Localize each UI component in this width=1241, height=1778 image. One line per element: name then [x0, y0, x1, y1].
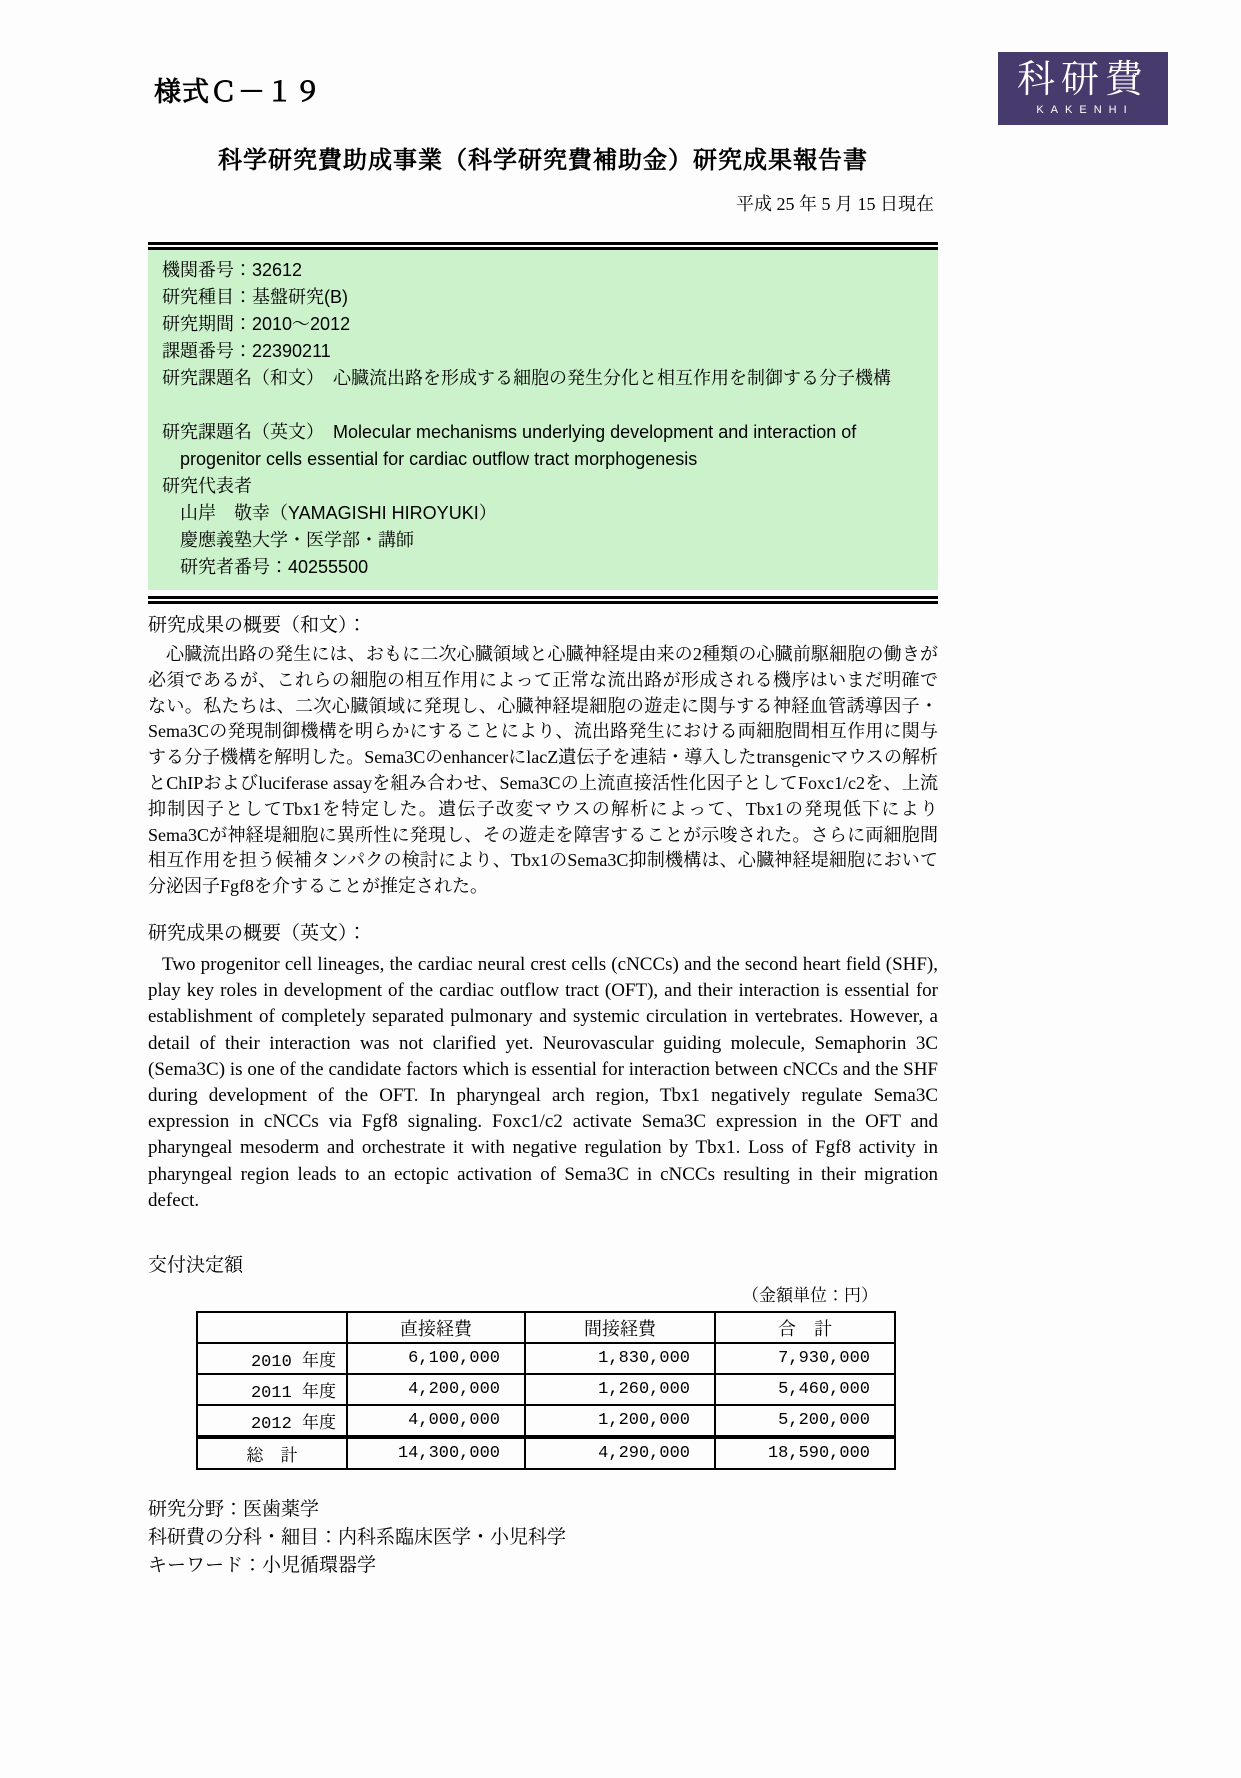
grant-table-row [197, 1343, 895, 1374]
summary-japanese-section [148, 612, 938, 900]
grant-cell-direct: 6,100,000 [347, 1343, 525, 1374]
grant-table [196, 1311, 896, 1470]
document-title: 科学研究費助成事業（科学研究費補助金）研究成果報告書 [218, 147, 868, 174]
info-line [162, 392, 924, 419]
grant-cell-direct: 4,200,000 [347, 1374, 525, 1405]
info-line: 課題番号：22390211 [162, 341, 331, 361]
grant-cell-year: 2011 年度 [197, 1374, 347, 1405]
summary-english-heading: 研究成果の概要（英文）： [148, 923, 367, 944]
grant-section [148, 1252, 938, 1470]
grant-cell-year: 2012 年度 [197, 1405, 347, 1437]
classification-section [148, 1496, 938, 1580]
classification-line: 研究分野：医歯薬学 [148, 1499, 320, 1520]
grant-cell-indirect: 1,830,000 [525, 1343, 715, 1374]
info-line: progenitor cells essential for cardiac outflow tract morphogenesis [162, 449, 698, 469]
summary-japanese-heading: 研究成果の概要（和文）： [148, 615, 367, 636]
grant-cell-total: 18,590,000 [715, 1437, 895, 1469]
grant-cell-total: 5,460,000 [715, 1374, 895, 1405]
info-line: 研究代表者 [162, 476, 252, 496]
date-note: 平成 25 年 5 月 15 日現在 [736, 194, 934, 214]
info-line: 研究者番号：40255500 [162, 557, 369, 577]
grant-cell-indirect: 4,290,000 [525, 1437, 715, 1469]
kakenhi-logo-text: 科研費 [1016, 57, 1149, 101]
grant-cell-indirect: 1,200,000 [525, 1405, 715, 1437]
grant-cell-total: 5,200,000 [715, 1405, 895, 1437]
info-line: 研究期間：2010～2012 [162, 314, 351, 334]
info-line: 研究課題名（英文） Molecular mechanisms underlying development and interaction of [162, 422, 857, 442]
project-info-section [148, 242, 938, 604]
grant-col-year [197, 1312, 347, 1343]
divider-bottom [148, 596, 938, 604]
grant-cell-direct: 4,000,000 [347, 1405, 525, 1437]
grant-col-direct: 直接経費 [347, 1312, 525, 1343]
info-line: 研究種目：基盤研究(B) [162, 287, 348, 307]
summary-japanese-body: 心臓流出路の発生には、おもに二次心臓領域と心臓神経堤由来の2種類の心臓前駆細胞の働きが必須であるが、これらの細胞の相互作用によって正常な流出路が形成される機序はいまだ明確でない。私たちは、二次心臓領域に発現し、心臓神経堤細胞の遊走に関与する神経血管誘導因子・Sema3Cの発現制御機構を明らかにすることにより、流出路発生における両細胞間相互作用に関与する分子機構を解明した。Sema3CのenhancerにlacZ遺伝子を連結・導入したtransgenicマウスの解析とChIPおよびluciferase assayを組み合わせ、Sema3Cの上流直接活性化因子としてFoxc1/c2を、上流抑制因子としてTbx1を特定した。遺伝子改変マウスの解析によって、Tbx1の発現低下によりSema3Cが神経堤細胞に異所性に発現し、その遊走を障害することが示唆された。さらに両細胞間相互作用を担う候補タンパクの検討により、Tbx1のSema3C抑制機構は、心臓神経堤細胞において分泌因子Fgf8を介することが推定された。 [148, 644, 938, 897]
info-box [148, 250, 938, 590]
info-line: 機関番号：32612 [162, 260, 303, 280]
summary-english-body: Two progenitor cell lineages, the cardiac neural crest cells (cNCCs) and the second heart field (SHF), play key roles in development of the cardiac outflow tract (OFT), and their interaction is essential for establishment of completely separated pulmonary and systemic circulation in vertebrates. However, a detail of their interaction was not clarified yet. Neurovascular guiding molecule, Semaphorin 3C (Sema3C) is one of the candidate factors which is essential for interaction between cNCCs and the SHF during development of the OFT. In pharyngeal arch region, Tbx1 negatively regulate Sema3C expression in cNCCs via Fgf8 signaling. Foxc1/c2 activate Sema3C expression in the OFT and pharyngeal mesoderm and orchestrate it with negative regulation by Tbx1. Loss of Fgf8 activity in pharyngeal region leads to an ectopic activation of Sema3C in cNCCs resulting in their migration defect. [148, 954, 938, 1211]
grant-table-row [197, 1437, 895, 1469]
divider-top [148, 242, 938, 250]
grant-table-header-row [197, 1312, 895, 1343]
grant-table-row [197, 1374, 895, 1405]
grant-unit-note: （金額単位：円） [742, 1286, 878, 1305]
info-line: 研究課題名（和文） 心臓流出路を形成する細胞の発生分化と相互作用を制御する分子機構 [162, 368, 891, 388]
classification-line: 科研費の分科・細目：内科系臨床医学・小児科学 [148, 1527, 567, 1548]
info-line: 山岸 敬幸（YAMAGISHI HIROYUKI） [162, 503, 497, 523]
grant-heading: 交付決定額 [148, 1255, 244, 1276]
classification-line: キーワード：小児循環器学 [148, 1555, 377, 1576]
kakenhi-logo-subtext: KAKENHI [1036, 104, 1134, 116]
grant-cell-direct: 14,300,000 [347, 1437, 525, 1469]
info-line: 慶應義塾大学・医学部・講師 [162, 530, 414, 550]
grant-cell-indirect: 1,260,000 [525, 1374, 715, 1405]
grant-cell-total: 7,930,000 [715, 1343, 895, 1374]
kakenhi-logo [998, 52, 1168, 125]
form-code: 様式Ｃ－１９ [154, 77, 322, 107]
grant-cell-year: 総 計 [197, 1437, 347, 1469]
summary-english-section [148, 920, 938, 1214]
grant-col-indirect: 間接経費 [525, 1312, 715, 1343]
grant-cell-year: 2010 年度 [197, 1343, 347, 1374]
grant-col-total: 合 計 [715, 1312, 895, 1343]
grant-table-row [197, 1405, 895, 1437]
